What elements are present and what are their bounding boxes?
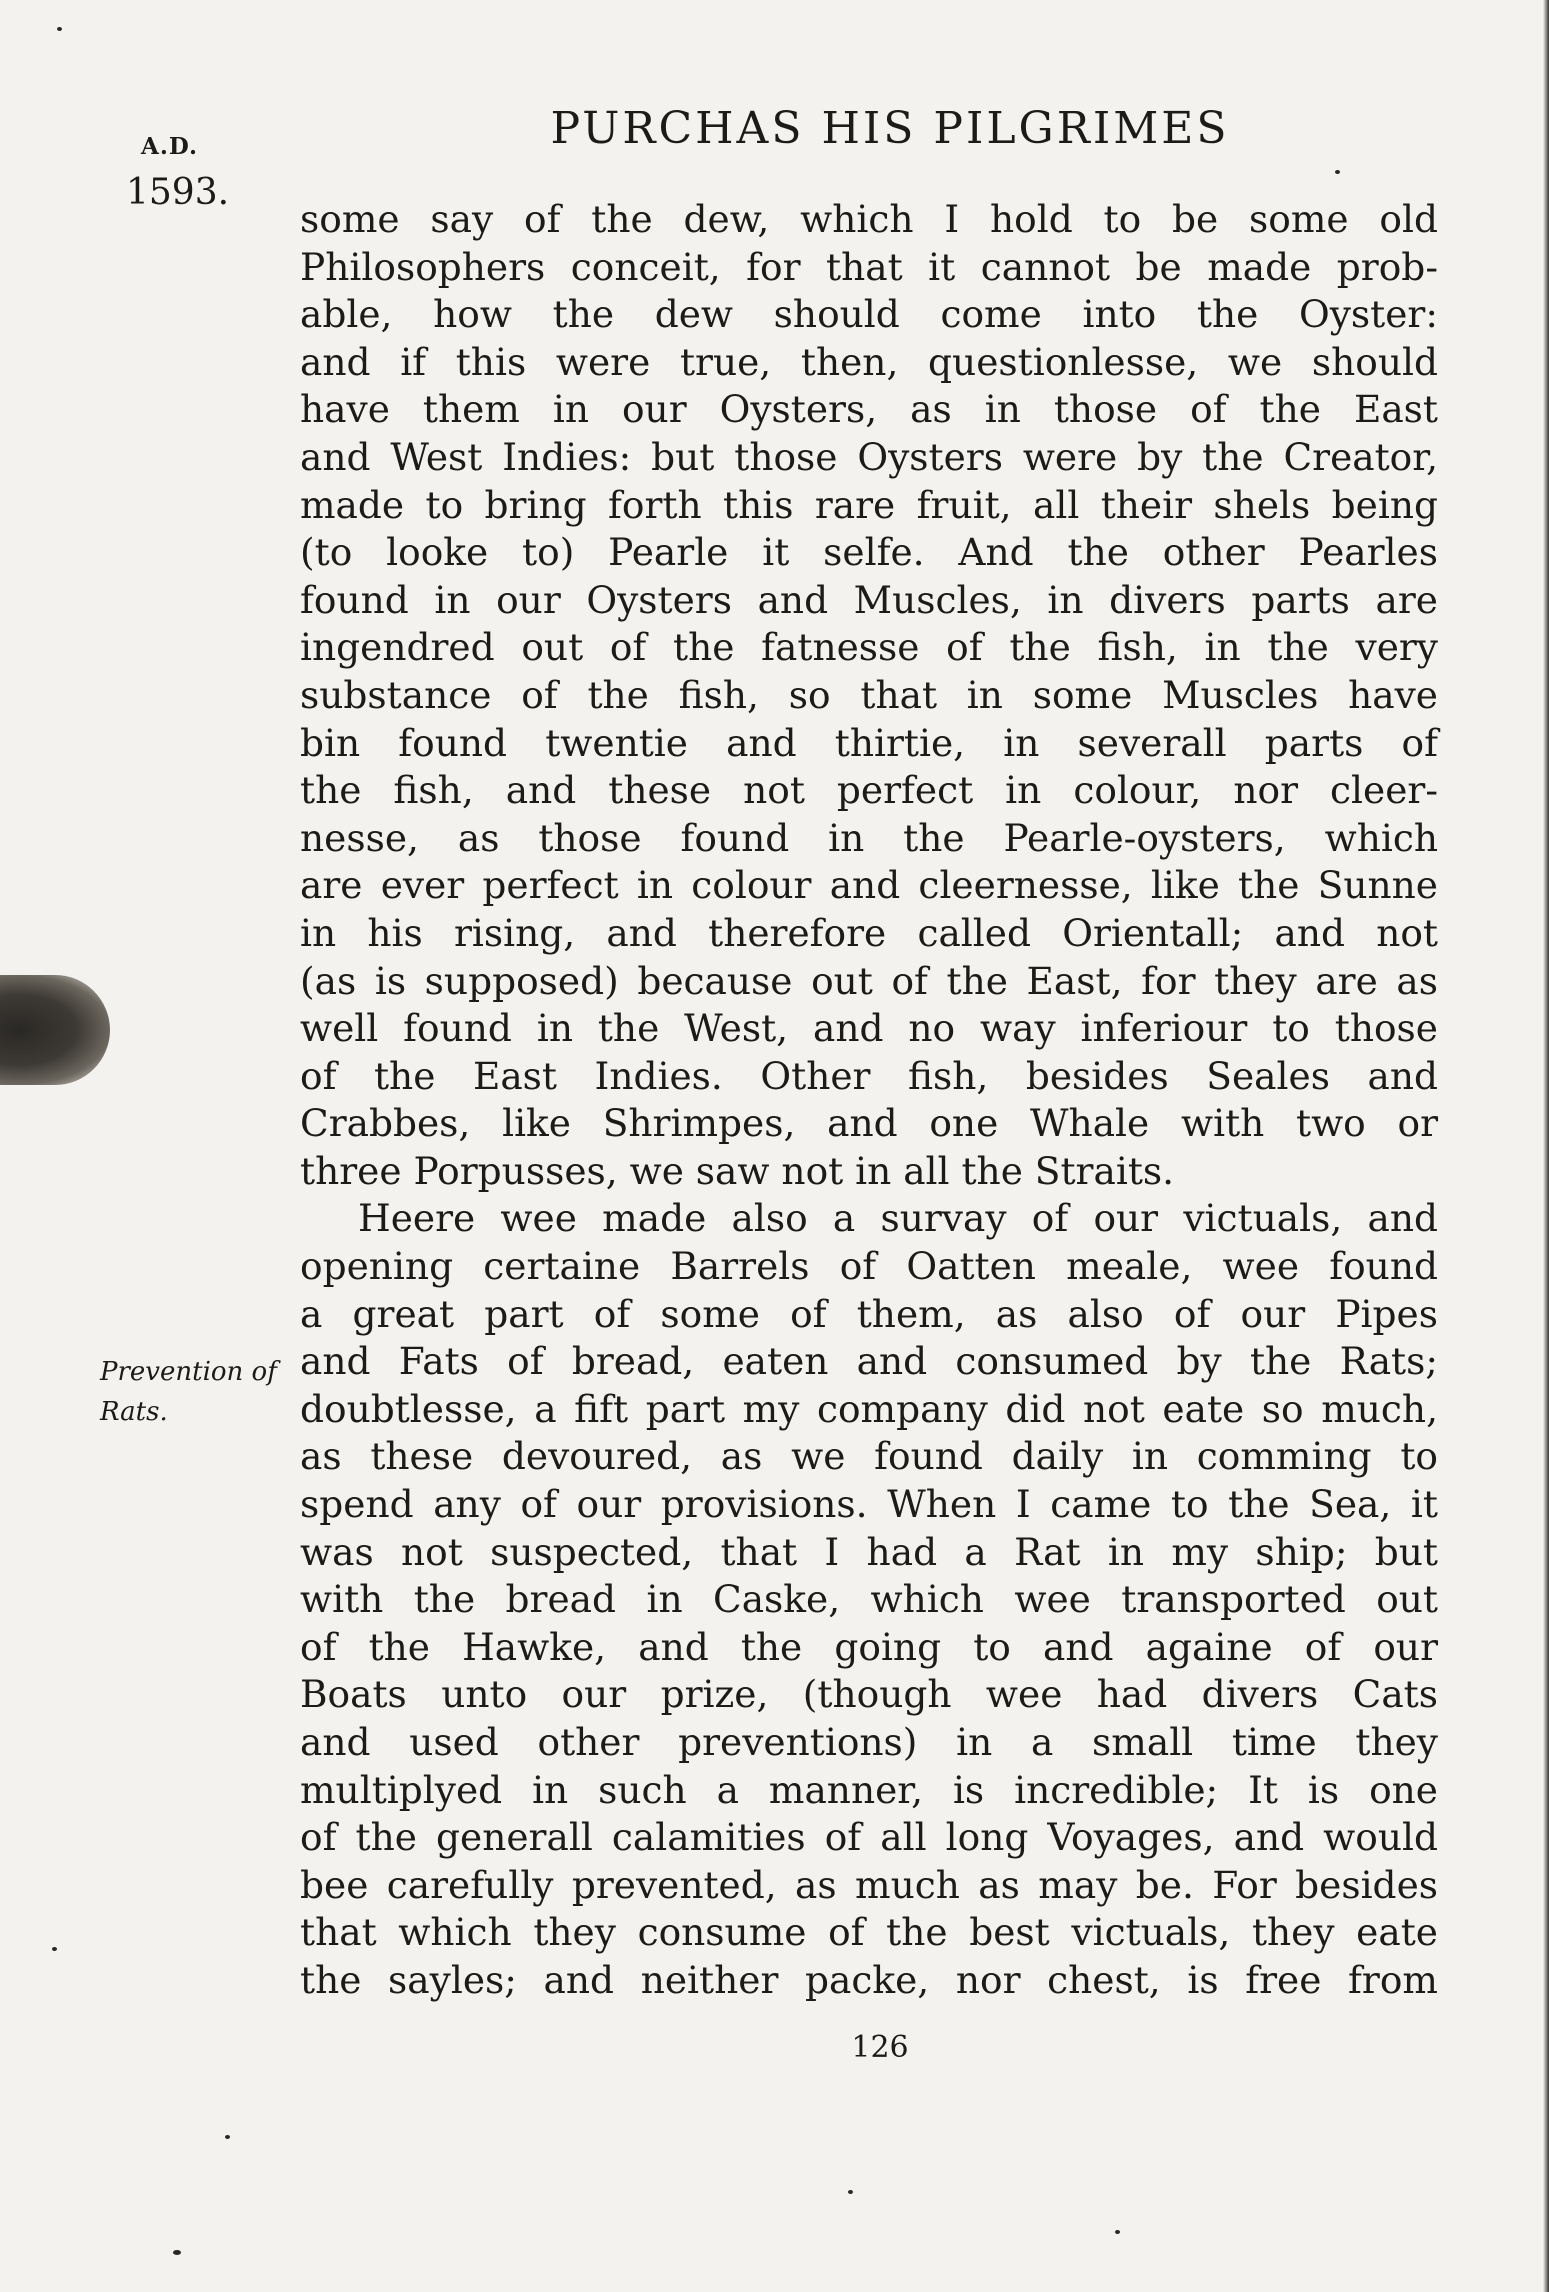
thumb-shadow	[0, 975, 110, 1085]
text-line: (to looke to) Pearle it selfe. And the other Pearles	[300, 530, 1438, 575]
marginal-note-line: Rats.	[100, 1397, 168, 1427]
text-line: bin found twentie and thirtie, in severall parts of	[300, 720, 1438, 765]
text-line: Philosophers conceit, for that it cannot be made prob-	[300, 244, 1438, 289]
text-line: and Fats of bread, eaten and consumed by the Rats;	[300, 1339, 1438, 1384]
text-line: in his rising, and therefore called Orientall; and not	[300, 910, 1438, 955]
text-line: spend any of our provisions. When I came to the Sea, it	[300, 1482, 1438, 1527]
text-line: of the generall calamities of all long Voyages, and would	[300, 1815, 1438, 1860]
text-line: that which they consume of the best victuals, they eate	[300, 1910, 1438, 1955]
page-edge-shadow	[1543, 0, 1549, 2292]
paper-speck	[225, 2135, 230, 2139]
text-line: are ever perfect in colour and cleernesse, like the Sunne	[300, 863, 1438, 908]
text-line: of the East Indies. Other fish, besides Seales and	[300, 1053, 1438, 1098]
paper-speck	[848, 2190, 853, 2194]
paragraph-start-line: Heere wee made also a survay of our victuals, and	[358, 1196, 1438, 1241]
text-line: have them in our Oysters, as in those of the East	[300, 387, 1438, 432]
page-number: 126	[851, 2030, 909, 2065]
text-line: bee carefully prevented, as much as may be. For besides	[300, 1862, 1438, 1907]
text-line: nesse, as those found in the Pearle-oysters, which	[300, 815, 1438, 860]
text-line: opening certaine Barrels of Oatten meale, wee found	[300, 1244, 1438, 1289]
text-line: a great part of some of them, as also of our Pipes	[300, 1291, 1438, 1336]
text-line: (as is supposed) because out of the East, for they are as	[300, 958, 1438, 1003]
text-line: of the Hawke, and the going to and againe of our	[300, 1624, 1438, 1669]
text-line: some say of the dew, which I hold to be some old	[300, 197, 1438, 241]
text-line: and if this were true, then, questionlesse, we should	[300, 339, 1438, 384]
text-line: was not suspected, that I had a Rat in my ship; but	[300, 1529, 1438, 1574]
marginal-note	[100, 1352, 277, 1432]
paper-speck	[173, 2250, 181, 2255]
header-year: 1593.	[126, 172, 230, 213]
text-line: and West Indies: but those Oysters were by the Creator,	[300, 434, 1438, 479]
paper-speck	[1115, 2230, 1120, 2234]
text-line: the sayles; and neither packe, nor chest, is free from	[300, 1957, 1438, 2002]
marginal-note-line: Prevention of	[100, 1357, 277, 1387]
text-line: substance of the fish, so that in some Muscles have	[300, 672, 1438, 717]
text-line: ingendred out of the fatnesse of the fish, in the very	[300, 625, 1438, 670]
text-line: made to bring forth this rare fruit, all their shels being	[300, 482, 1438, 527]
text-line: three Porpusses, we saw not in all the Straits.	[300, 1148, 1175, 1193]
text-line: with the bread in Caske, which wee transported out	[300, 1577, 1438, 1622]
paper-speck	[52, 1947, 57, 1951]
text-line: doubtlesse, a fift part my company did not eate so much,	[300, 1386, 1438, 1431]
paper-speck	[57, 27, 62, 31]
text-line: multiplyed in such a manner, is incredible; It is one	[300, 1767, 1438, 1812]
text-line: found in our Oysters and Muscles, in divers parts are	[300, 577, 1438, 622]
text-line: Crabbes, like Shrimpes, and one Whale with two or	[300, 1101, 1438, 1146]
text-line: well found in the West, and no way inferiour to those	[300, 1006, 1438, 1051]
text-line: as these devoured, as we found daily in comming to	[300, 1434, 1438, 1479]
body-text	[300, 196, 1438, 2005]
text-line: the fish, and these not perfect in colour, nor cleer-	[300, 768, 1438, 813]
paper-speck	[1335, 170, 1340, 174]
text-line: and used other preventions) in a small time they	[300, 1720, 1438, 1764]
text-line: Boats unto our prize, (though wee had divers Cats	[300, 1672, 1438, 1717]
header-era: A.D.	[141, 133, 198, 160]
running-title: PURCHAS HIS PILGRIMES	[550, 103, 1230, 154]
text-line: able, how the dew should come into the Oyster:	[300, 292, 1438, 337]
